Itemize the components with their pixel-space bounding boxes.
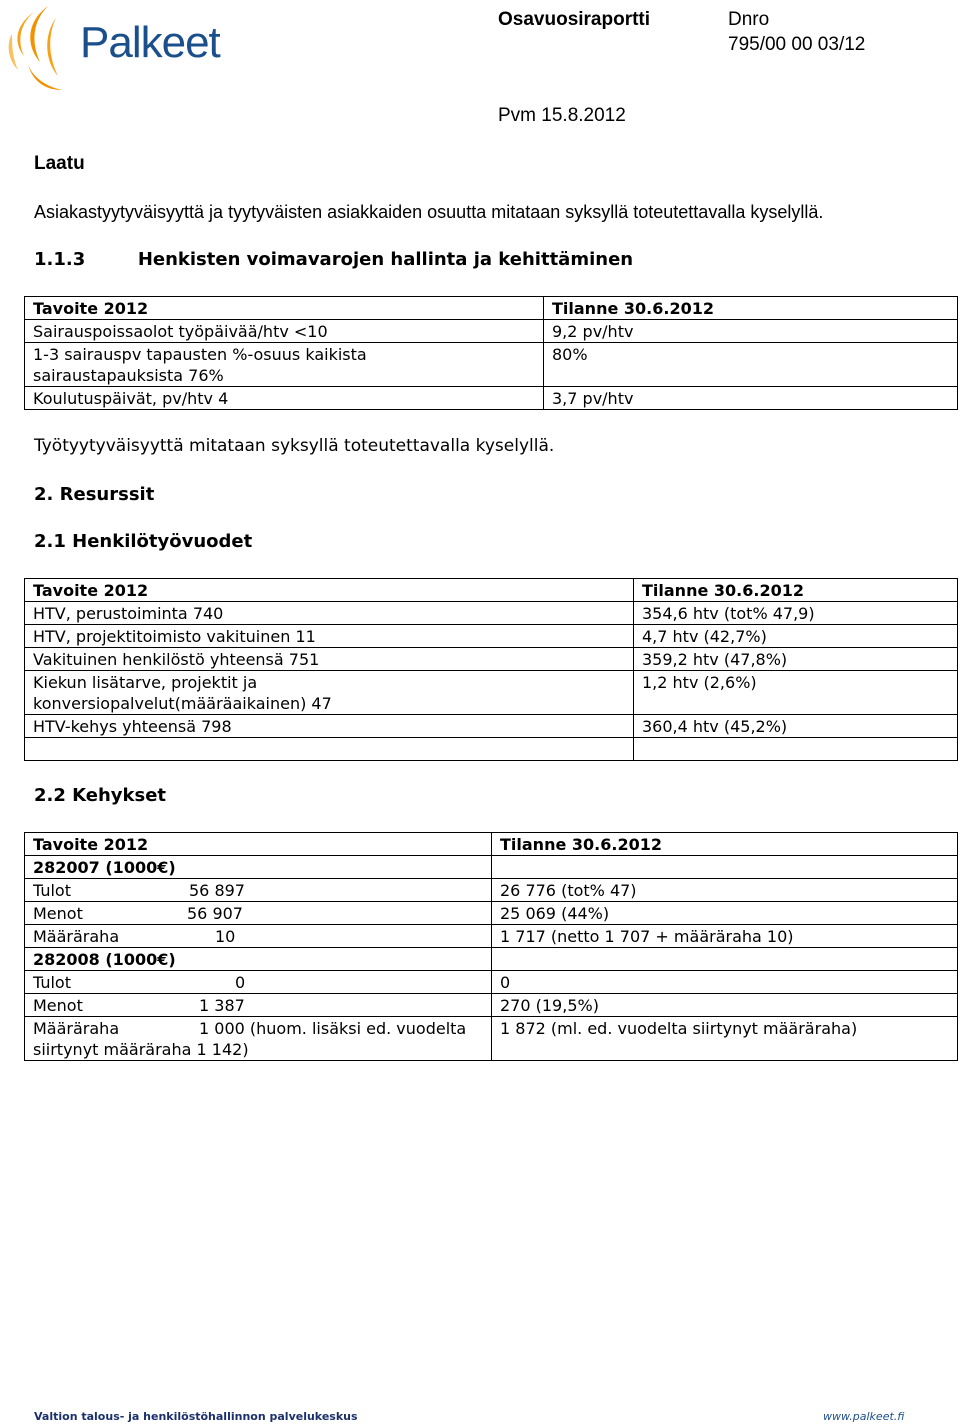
table-cell: 1-3 sairauspv tapausten %-osuus kaikista sairaustapauksista 76% (25, 343, 544, 387)
table-row (25, 994, 958, 1017)
table-cell (25, 902, 492, 925)
table-row (25, 387, 958, 410)
row-amount-continued: siirtynyt määräraha 1 142) (33, 1040, 249, 1059)
section-2-heading: 2. Resurssit (34, 484, 155, 505)
table-cell: Kiekun lisätarve, projektit ja konversiopalvelut(määräaikainen) 47 (25, 671, 634, 715)
budget-table (24, 832, 958, 1061)
table-row (25, 738, 958, 761)
section-113-heading (34, 249, 633, 270)
table-cell: 1 872 (ml. ed. vuodelta siirtynyt määräraha) (492, 1017, 958, 1061)
table-cell: 359,2 htv (47,8%) (634, 648, 958, 671)
report-date: Pvm 15.8.2012 (498, 105, 626, 126)
table-row (25, 1017, 958, 1061)
row-amount: 0 (235, 973, 246, 992)
table-row (25, 625, 958, 648)
table-cell (25, 879, 492, 902)
row-label: Tulot (33, 973, 71, 992)
table-row (25, 671, 958, 715)
table-row (25, 343, 958, 387)
table-row (25, 320, 958, 343)
footer-website-link[interactable]: www.palkeet.fi (823, 1410, 905, 1423)
report-title: Osavuosiraportti (498, 9, 651, 30)
table-row (25, 648, 958, 671)
table-cell: 26 776 (tot% 47) (492, 879, 958, 902)
table-cell: 354,6 htv (tot% 47,9) (634, 602, 958, 625)
table-header-cell: Tilanne 30.6.2012 (634, 579, 958, 602)
satisfaction-text: Työtyytyväisyyttä mitataan syksyllä toteutettavalla kyselyllä. (34, 436, 555, 456)
table-header-cell: Tilanne 30.6.2012 (544, 297, 958, 320)
table-cell: Sairauspoissaolot työpäivää/htv <10 (25, 320, 544, 343)
section-113-title: Henkisten voimavarojen hallinta ja kehittäminen (137, 249, 634, 270)
row-amount: 1 387 (199, 996, 245, 1015)
table-cell (634, 738, 958, 761)
row-amount: 56 897 (189, 881, 245, 900)
table-header-cell: Tilanne 30.6.2012 (492, 833, 958, 856)
table-cell: 270 (19,5%) (492, 994, 958, 1017)
table-header-cell: Tavoite 2012 (25, 833, 492, 856)
table-cell: 4,7 htv (42,7%) (634, 625, 958, 648)
laatu-text: Asiakastyytyväisyyttä ja tyytyväisten asiakkaiden osuutta mitataan syksyllä toteutettavalla kyselyllä. (34, 202, 824, 222)
table-row (25, 902, 958, 925)
table-cell: HTV, projektitoimisto vakituinen 11 (25, 625, 634, 648)
table-row (25, 925, 958, 948)
table-cell: Vakituinen henkilöstö yhteensä 751 (25, 648, 634, 671)
row-label: Määräraha (33, 1019, 120, 1038)
row-amount: 10 (215, 927, 236, 946)
section-21-heading: 2.1 Henkilötyövuodet (34, 531, 253, 552)
table-row (25, 715, 958, 738)
logo-text: Palkeet (80, 18, 220, 67)
row-label: Menot (33, 996, 83, 1015)
table-cell (25, 971, 492, 994)
laatu-heading: Laatu (34, 153, 85, 174)
section-22-heading: 2.2 Kehykset (34, 785, 167, 806)
table-cell (492, 856, 958, 879)
table-header-cell: Tavoite 2012 (25, 297, 544, 320)
table-cell: 3,7 pv/htv (544, 387, 958, 410)
table-cell (25, 994, 492, 1017)
table-header-row (25, 579, 958, 602)
htv-goals-table (24, 296, 958, 410)
dnro-value: 795/00 00 03/12 (728, 34, 866, 55)
table-row (25, 971, 958, 994)
table-cell: 80% (544, 343, 958, 387)
table-row (25, 602, 958, 625)
section-113-number: 1.1.3 (34, 249, 86, 270)
table-cell: HTV, perustoiminta 740 (25, 602, 634, 625)
row-label: Menot (33, 904, 83, 923)
table-cell: 9,2 pv/htv (544, 320, 958, 343)
table-row (25, 948, 958, 971)
table-cell: 360,4 htv (45,2%) (634, 715, 958, 738)
row-label: Tulot (33, 881, 71, 900)
table-row (25, 856, 958, 879)
dnro-label: Dnro (728, 9, 770, 30)
footer-organization: Valtion talous- ja henkilöstöhallinnon palvelukeskus (34, 1410, 358, 1423)
table-cell: Koulutuspäivät, pv/htv 4 (25, 387, 544, 410)
table-header-row (25, 833, 958, 856)
table-cell (25, 738, 634, 761)
table-cell: 25 069 (44%) (492, 902, 958, 925)
table-header-cell: Tavoite 2012 (25, 579, 634, 602)
table-cell (492, 948, 958, 971)
table-cell: 1 717 (netto 1 707 + määräraha 10) (492, 925, 958, 948)
table-cell: 0 (492, 971, 958, 994)
table-row (25, 879, 958, 902)
table-cell (25, 925, 492, 948)
table-header-row (25, 297, 958, 320)
row-amount: 1 000 (huom. lisäksi ed. vuodelta (199, 1019, 467, 1038)
table-cell: 1,2 htv (2,6%) (634, 671, 958, 715)
row-label: Määräraha (33, 927, 120, 946)
budget-group-282007: 282007 (1000€) (25, 856, 492, 879)
htv-years-table (24, 578, 958, 761)
table-cell: HTV-kehys yhteensä 798 (25, 715, 634, 738)
table-cell (25, 1017, 492, 1061)
row-amount: 56 907 (187, 904, 243, 923)
budget-group-282008: 282008 (1000€) (25, 948, 492, 971)
